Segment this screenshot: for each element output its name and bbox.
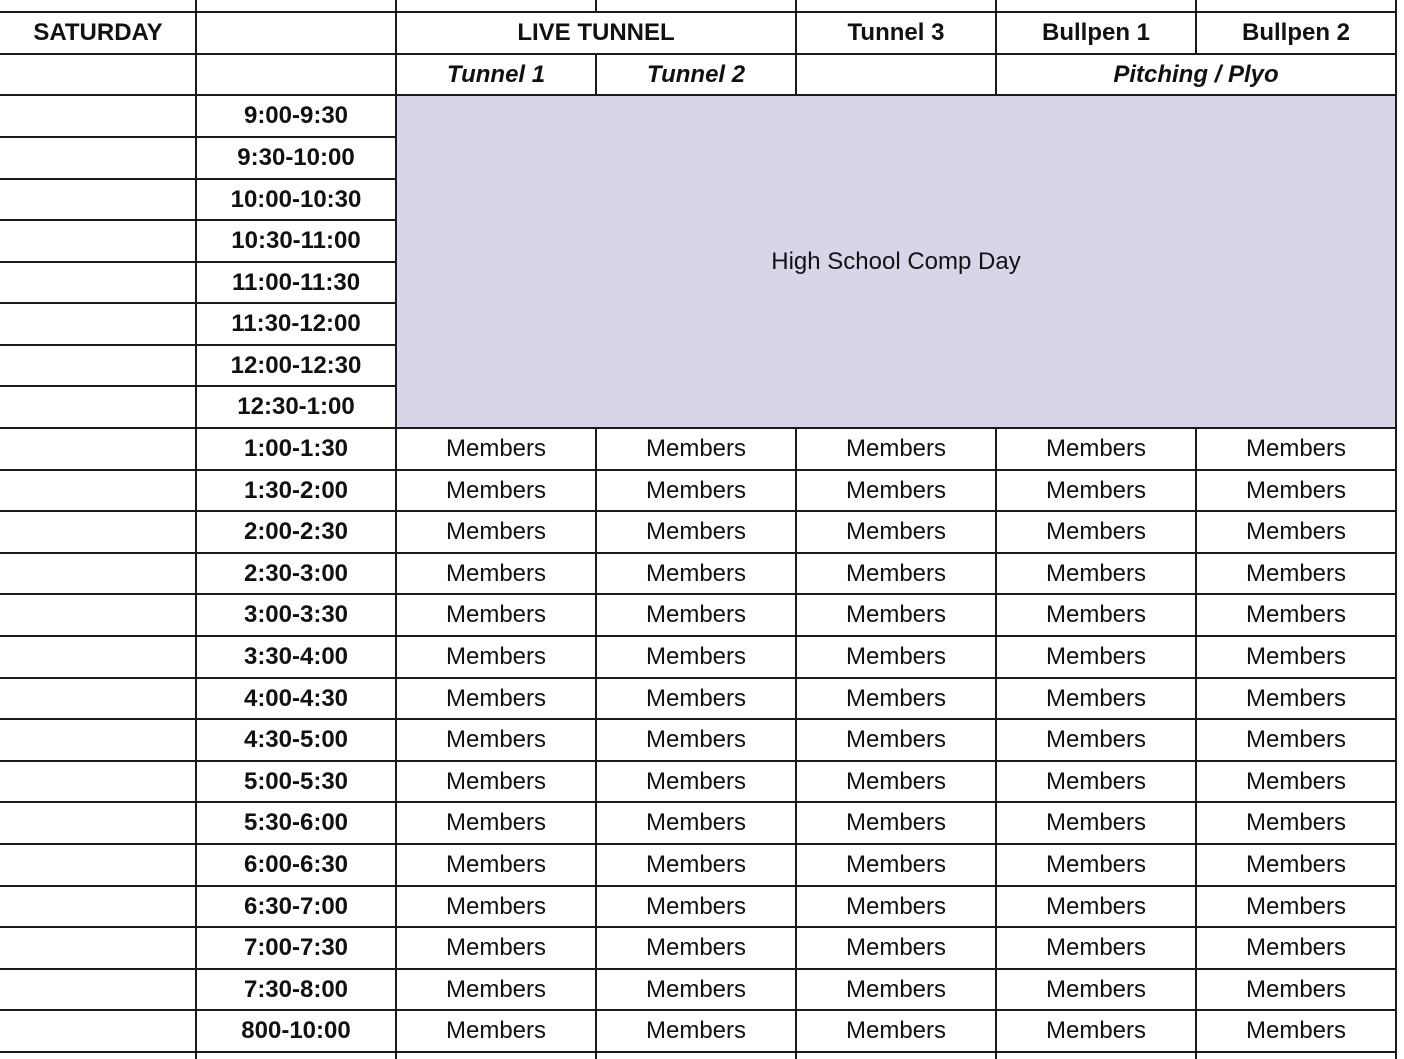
schedule-cell[interactable]: Members bbox=[1245, 435, 1347, 462]
header-bullpen-1: Bullpen 1 bbox=[1041, 19, 1150, 46]
time-slot: 9:30-10:00 bbox=[237, 144, 355, 171]
schedule-cell[interactable]: Members bbox=[845, 767, 947, 795]
schedule-cell[interactable]: Members bbox=[845, 559, 947, 587]
schedule-cell[interactable]: Members bbox=[1245, 726, 1347, 753]
schedule-cell[interactable]: Members bbox=[445, 476, 547, 504]
header-bullpen-2: Bullpen 2 bbox=[1241, 19, 1350, 46]
schedule-cell[interactable]: Members bbox=[845, 892, 947, 920]
schedule-cell[interactable]: Members bbox=[845, 851, 947, 878]
schedule-cell[interactable]: Members bbox=[845, 684, 947, 712]
time-slot: 11:00-11:30 bbox=[231, 268, 361, 296]
time-slot: 800-10:00 bbox=[241, 1017, 351, 1044]
schedule-cell[interactable]: Members bbox=[1045, 435, 1147, 462]
time-slot: 10:00-10:30 bbox=[230, 185, 362, 213]
schedule-cell[interactable]: Members bbox=[845, 643, 947, 670]
schedule-cell[interactable]: Members bbox=[445, 601, 547, 628]
schedule-cell[interactable]: Members bbox=[445, 975, 547, 1003]
schedule-cell[interactable]: Members bbox=[1245, 975, 1347, 1003]
schedule-cell[interactable]: Members bbox=[1245, 684, 1347, 712]
time-slot: 1:30-2:00 bbox=[243, 476, 349, 504]
schedule-cell[interactable]: Members bbox=[645, 1017, 747, 1044]
time-slot: 4:00-4:30 bbox=[243, 684, 349, 712]
schedule-cell[interactable]: Members bbox=[1245, 518, 1347, 545]
time-slot: 12:30-1:00 bbox=[237, 393, 355, 420]
time-slot: 10:30-11:00 bbox=[231, 227, 361, 254]
schedule-cell[interactable]: Members bbox=[645, 767, 747, 795]
schedule-cell[interactable]: Members bbox=[445, 643, 547, 670]
schedule-cell[interactable]: Members bbox=[645, 892, 747, 920]
schedule-cell[interactable]: Members bbox=[645, 559, 747, 587]
schedule-cell[interactable]: Members bbox=[1245, 476, 1347, 504]
schedule-cell[interactable]: Members bbox=[1245, 767, 1347, 795]
schedule-cell[interactable]: Members bbox=[845, 934, 947, 961]
time-slot: 4:30-5:00 bbox=[243, 726, 349, 753]
schedule-cell[interactable]: Members bbox=[1045, 601, 1147, 628]
comp-day-block[interactable]: High School Comp Day bbox=[396, 95, 1396, 428]
schedule-cell[interactable]: Members bbox=[645, 975, 747, 1003]
schedule-cell[interactable]: Members bbox=[645, 518, 747, 545]
schedule-cell[interactable]: Members bbox=[1245, 934, 1347, 961]
schedule-cell[interactable]: Members bbox=[445, 726, 547, 753]
schedule-cell[interactable]: Members bbox=[1245, 643, 1347, 670]
schedule-cell[interactable]: Members bbox=[845, 476, 947, 504]
schedule-cell[interactable]: Members bbox=[1045, 975, 1147, 1003]
schedule-cell[interactable]: Members bbox=[445, 1017, 547, 1044]
schedule-cell[interactable]: Members bbox=[1045, 518, 1147, 545]
schedule-cell[interactable]: Members bbox=[645, 435, 747, 462]
subheader-tunnel-3 bbox=[796, 54, 996, 95]
time-slot: 3:30-4:00 bbox=[243, 643, 349, 670]
schedule-cell[interactable]: Members bbox=[445, 559, 547, 587]
schedule-cell[interactable]: Members bbox=[845, 601, 947, 628]
schedule-cell[interactable]: Members bbox=[845, 435, 947, 462]
header-tunnel-3: Tunnel 3 bbox=[847, 19, 945, 46]
time-slot: 11:30-12:00 bbox=[231, 310, 361, 337]
schedule-cell[interactable]: Members bbox=[845, 518, 947, 545]
subheader-tunnel-2: Tunnel 2 bbox=[646, 60, 746, 88]
grid-line bbox=[595, 0, 597, 12]
schedule-cell[interactable]: Members bbox=[645, 851, 747, 878]
time-slot: 3:00-3:30 bbox=[243, 601, 349, 628]
schedule-cell[interactable]: Members bbox=[1045, 559, 1147, 587]
subheader-pitching-plyo: Pitching / Plyo bbox=[1113, 60, 1279, 88]
schedule-cell[interactable]: Members bbox=[1245, 1017, 1347, 1044]
time-slot: 2:30-3:00 bbox=[243, 559, 349, 587]
time-slot: 9:00-9:30 bbox=[243, 102, 349, 129]
schedule-cell[interactable]: Members bbox=[1245, 851, 1347, 878]
schedule-cell[interactable]: Members bbox=[1045, 934, 1147, 961]
schedule-cell[interactable]: Members bbox=[1045, 684, 1147, 712]
schedule-cell[interactable]: Members bbox=[1045, 767, 1147, 795]
schedule-cell[interactable]: Members bbox=[645, 934, 747, 961]
time-slot: 5:00-5:30 bbox=[243, 767, 349, 795]
schedule-cell[interactable]: Members bbox=[445, 809, 547, 836]
time-slot: 1:00-1:30 bbox=[243, 435, 349, 462]
schedule-cell[interactable]: Members bbox=[1045, 851, 1147, 878]
schedule-cell[interactable]: Members bbox=[445, 684, 547, 712]
schedule-cell[interactable]: Members bbox=[445, 892, 547, 920]
schedule-cell[interactable]: Members bbox=[1245, 601, 1347, 628]
schedule-cell[interactable]: Members bbox=[445, 518, 547, 545]
time-slot: 2:00-2:30 bbox=[243, 518, 349, 545]
time-slot: 6:00-6:30 bbox=[243, 851, 349, 878]
schedule-cell[interactable]: Members bbox=[645, 476, 747, 504]
schedule-cell[interactable]: Members bbox=[445, 435, 547, 462]
schedule-cell[interactable]: Members bbox=[645, 601, 747, 628]
header-live-tunnel: LIVE TUNNEL bbox=[517, 19, 675, 46]
time-slot: 6:30-7:00 bbox=[243, 892, 349, 920]
time-slot: 12:00-12:30 bbox=[230, 351, 362, 379]
schedule-cell[interactable]: Members bbox=[845, 1017, 947, 1044]
schedule-cell[interactable]: Members bbox=[845, 975, 947, 1003]
subheader-tunnel-1: Tunnel 1 bbox=[446, 60, 546, 88]
schedule-cell[interactable]: Members bbox=[645, 684, 747, 712]
schedule-cell[interactable]: Members bbox=[1045, 1017, 1147, 1044]
schedule-cell[interactable]: Members bbox=[1245, 892, 1347, 920]
schedule-cell[interactable]: Members bbox=[1045, 809, 1147, 836]
schedule-cell[interactable]: Members bbox=[1045, 726, 1147, 753]
time-slot: 7:30-8:00 bbox=[243, 975, 349, 1003]
day-label: SATURDAY bbox=[33, 19, 163, 46]
schedule-cell[interactable]: Members bbox=[445, 934, 547, 961]
schedule-cell[interactable]: Members bbox=[1045, 643, 1147, 670]
time-slot: 5:30-6:00 bbox=[243, 809, 349, 836]
schedule-cell[interactable]: Members bbox=[1245, 559, 1347, 587]
time-slot: 7:00-7:30 bbox=[243, 934, 349, 961]
schedule-cell[interactable]: Members bbox=[445, 851, 547, 878]
schedule-cell[interactable]: Members bbox=[645, 809, 747, 836]
schedule-cell[interactable]: Members bbox=[445, 767, 547, 795]
schedule-cell[interactable]: Members bbox=[845, 726, 947, 753]
schedule-cell[interactable]: Members bbox=[1045, 476, 1147, 504]
schedule-cell[interactable]: Members bbox=[645, 643, 747, 670]
schedule-cell[interactable]: Members bbox=[1045, 892, 1147, 920]
schedule-cell[interactable]: Members bbox=[645, 726, 747, 753]
schedule-cell[interactable]: Members bbox=[1245, 809, 1347, 836]
schedule-cell[interactable]: Members bbox=[845, 809, 947, 836]
